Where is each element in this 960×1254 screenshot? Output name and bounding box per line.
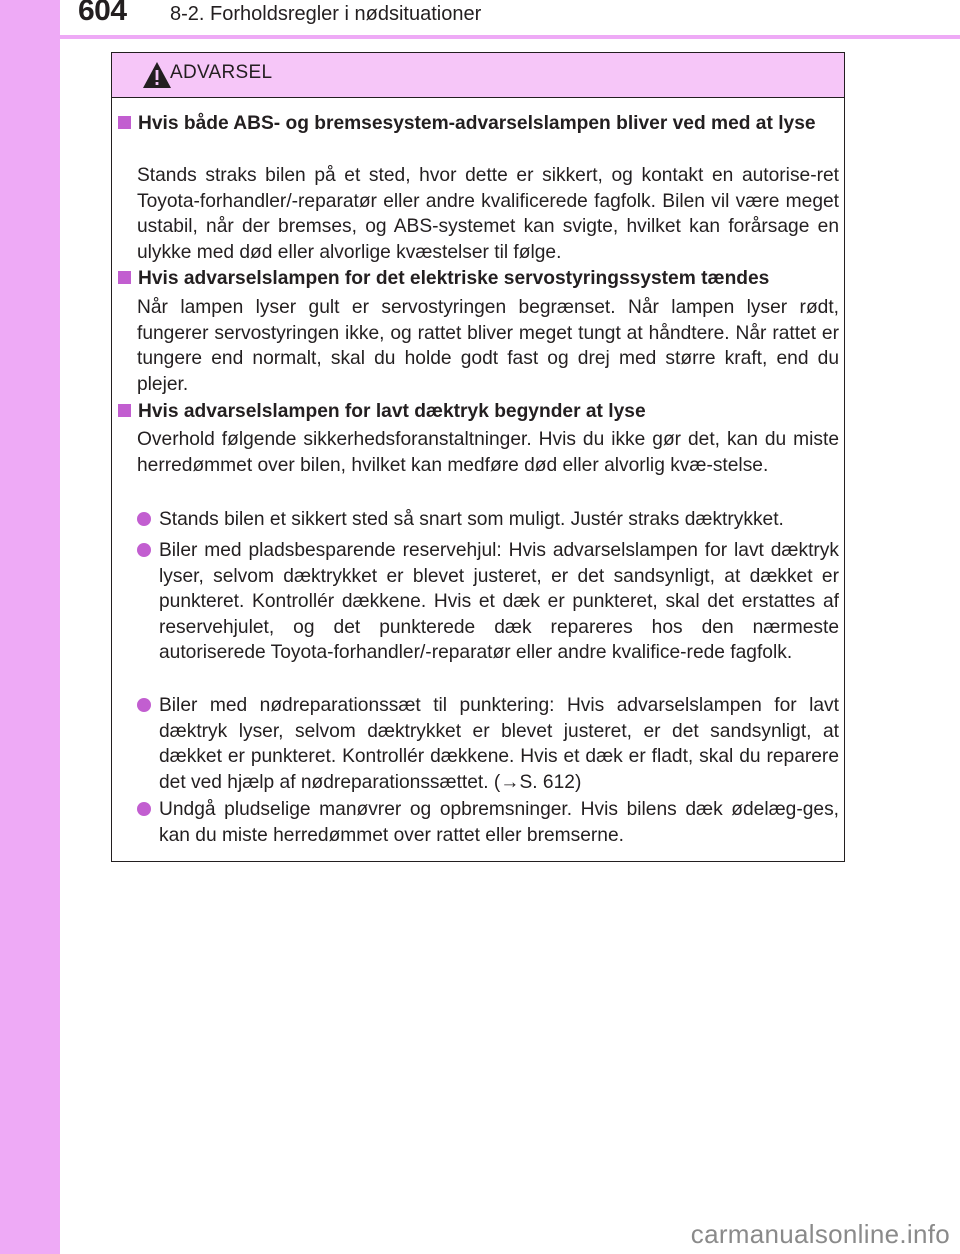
list-item	[137, 507, 839, 533]
warning-item-heading	[138, 399, 838, 424]
page-number: 604	[78, 0, 127, 27]
heading-text: Hvis advarselslampen for lavt dæktryk begynder at lyse	[138, 401, 646, 422]
warning-header	[112, 53, 844, 98]
list-item-text: Undgå pludselige manøvrer og opbremsninger. Hvis bilens dæk ødelæg-ges, kan du miste herredømmet over rattet eller bremserne.	[159, 799, 839, 846]
list-item-text: Biler med pladsbesparende reservehjul: Hvis advarselslampen for lavt dæktryk lyser, selvom dæktrykket er blevet justeret, er det sandsynligt, at dækket er punkteret. Kontrollér dækkene. Hvis et dæk er punkteret, skal det erstattes af reservehjulet, og det punkterede dæk repareres hos den nærmeste autoriserede Toyota-forhandler/-reparatør eller andre kvalifice-rede fagfolk.	[159, 540, 839, 663]
round-bullet-icon	[137, 698, 151, 712]
warning-item-heading	[138, 111, 838, 136]
round-bullet-icon	[137, 802, 151, 816]
heading-text: Hvis både ABS- og bremsesystem-advarselslampen bliver ved med at lyse	[138, 113, 816, 134]
round-bullet-icon	[137, 512, 151, 526]
square-bullet-icon	[118, 271, 131, 284]
warning-item-body: Stands straks bilen på et sted, hvor dette er sikkert, og kontakt en autorise-ret Toyota-forhandler/-reparatør eller andre kvalificerede fagfolk. Bilen vil være meget ustabil, når der bremses, og ABS-systemet kan svigte, hvilket kan forårsage en ulykke med død eller alvorlige kvæstelser til følge.	[137, 165, 839, 263]
section-title: 8-2. Forholdsregler i nødsituationer	[170, 3, 482, 25]
list-item	[137, 538, 839, 666]
list-item-text: Stands bilen et sikkert sted så snart som muligt. Justér straks dæktrykket.	[159, 509, 784, 530]
square-bullet-icon	[118, 116, 131, 129]
side-color-band	[0, 0, 60, 1254]
warning-box	[111, 52, 845, 862]
round-bullet-icon	[137, 543, 151, 557]
watermark-text: carmanualsonline.info	[690, 1219, 950, 1249]
warning-item-heading	[138, 266, 838, 291]
warning-triangle-icon	[142, 61, 172, 89]
heading-text: Hvis advarselslampen for det elektriske servostyringssystem tændes	[138, 268, 770, 289]
header-divider	[60, 35, 960, 39]
warning-item-body: Overhold følgende sikkerhedsforanstaltninger. Hvis du ikke gør det, kan du miste herredømmet over bilen, hvilket kan medføre død eller alvorlig kvæ-stelse.	[137, 429, 839, 476]
list-item	[137, 797, 839, 848]
square-bullet-icon	[118, 404, 131, 417]
list-item	[137, 693, 839, 795]
warning-item-body: Når lampen lyser gult er servostyringen begrænset. Når lampen lyser rødt, fungerer servostyringen ikke, og rattet bliver meget tungt at håndtere. Når rattet er tungere end normalt, skal du holde godt fast og drej med større kraft, end du plejer.	[137, 297, 839, 395]
list-item-text: Biler med nødreparationssæt til punktering: Hvis advarselslampen for lavt dæktryk lyser, selvom dæktrykket er blevet justeret, er det sandsynligt, at dækket er punkteret. Kontrollér dækkene. Hvis et dæk er fladt, skal du reparere det ved hjælp af nødreparationssættet. (→S. 612)	[159, 695, 839, 793]
warning-title: ADVARSEL	[170, 62, 273, 83]
